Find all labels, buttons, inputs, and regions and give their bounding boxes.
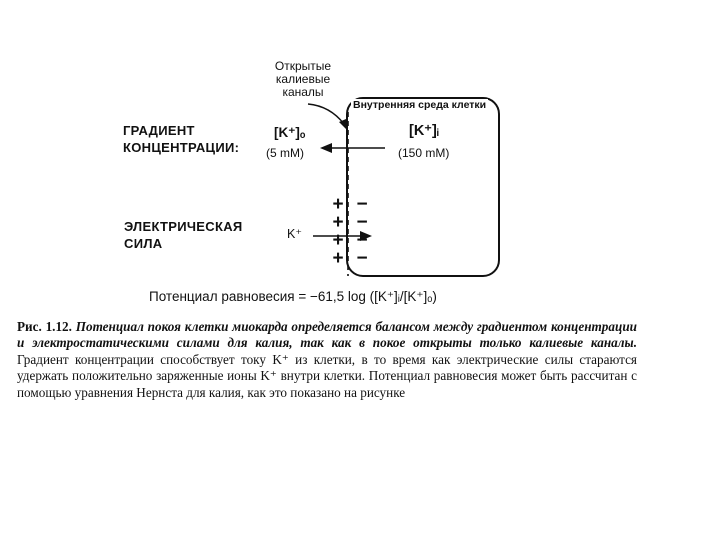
gradient-label-line2: КОНЦЕНТРАЦИИ: <box>123 140 240 155</box>
minus-sign: − <box>356 212 368 233</box>
electric-force-label <box>124 218 243 252</box>
k-inside-concentration: (150 mM) <box>398 146 450 160</box>
minus-sign: − <box>356 248 368 269</box>
channels-label <box>268 60 338 99</box>
plus-sign: + <box>332 194 344 215</box>
caption-figure-number: Рис. 1.12. <box>17 319 72 334</box>
channels-label-line3: каналы <box>282 85 324 99</box>
plus-sign: + <box>332 230 344 251</box>
k-inside-label: [K⁺]ᵢ <box>409 123 439 139</box>
concentration-arrowhead <box>320 143 332 153</box>
figure-caption <box>17 319 637 401</box>
gradient-label <box>123 122 239 156</box>
caption-bold-text: Потенциал покоя клетки миокарда определяется балансом между градиентом концентрации и электростатическими силами для калия, так как в покое открыты только калиевые каналы. <box>17 319 637 351</box>
k-outside-concentration: (5 mM) <box>266 146 304 160</box>
k-ion-label: K⁺ <box>287 227 302 241</box>
plus-sign: + <box>332 212 344 233</box>
cell-interior-label: Внутренняя среда клетки <box>353 99 487 111</box>
minus-sign: − <box>356 194 368 215</box>
electric-force-label-line2: СИЛА <box>124 236 163 251</box>
gradient-label-line1: ГРАДИЕНТ <box>123 123 195 138</box>
channels-label-line2: калиевые <box>275 72 331 86</box>
electric-force-label-line1: ЭЛЕКТРИЧЕСКАЯ <box>124 219 243 234</box>
channel-pointer-arrowhead <box>339 119 347 130</box>
caption-body-text: Градиент концентрации способствует току K⁺ из клетки, в то время как электрические силы стараются удержать положительно заряженные ионы K⁺ внутри клетки. Потенциал равновесия может быть рассчитан с помощью уравнения Нернста для калия, как это показано на рисунке <box>17 351 637 400</box>
plus-sign: + <box>332 248 344 269</box>
minus-charges <box>354 196 370 268</box>
k-outside-label: [K⁺]ₒ <box>274 125 306 140</box>
nernst-equation: Потенциал равновесия = −61,5 log ([K⁺]ᵢ/[K⁺]ₒ) <box>149 289 437 304</box>
minus-sign: − <box>356 230 368 251</box>
channel-pointer-arrow <box>308 104 344 124</box>
channels-label-line1: Открытые <box>274 59 332 73</box>
plus-charges <box>330 196 346 268</box>
